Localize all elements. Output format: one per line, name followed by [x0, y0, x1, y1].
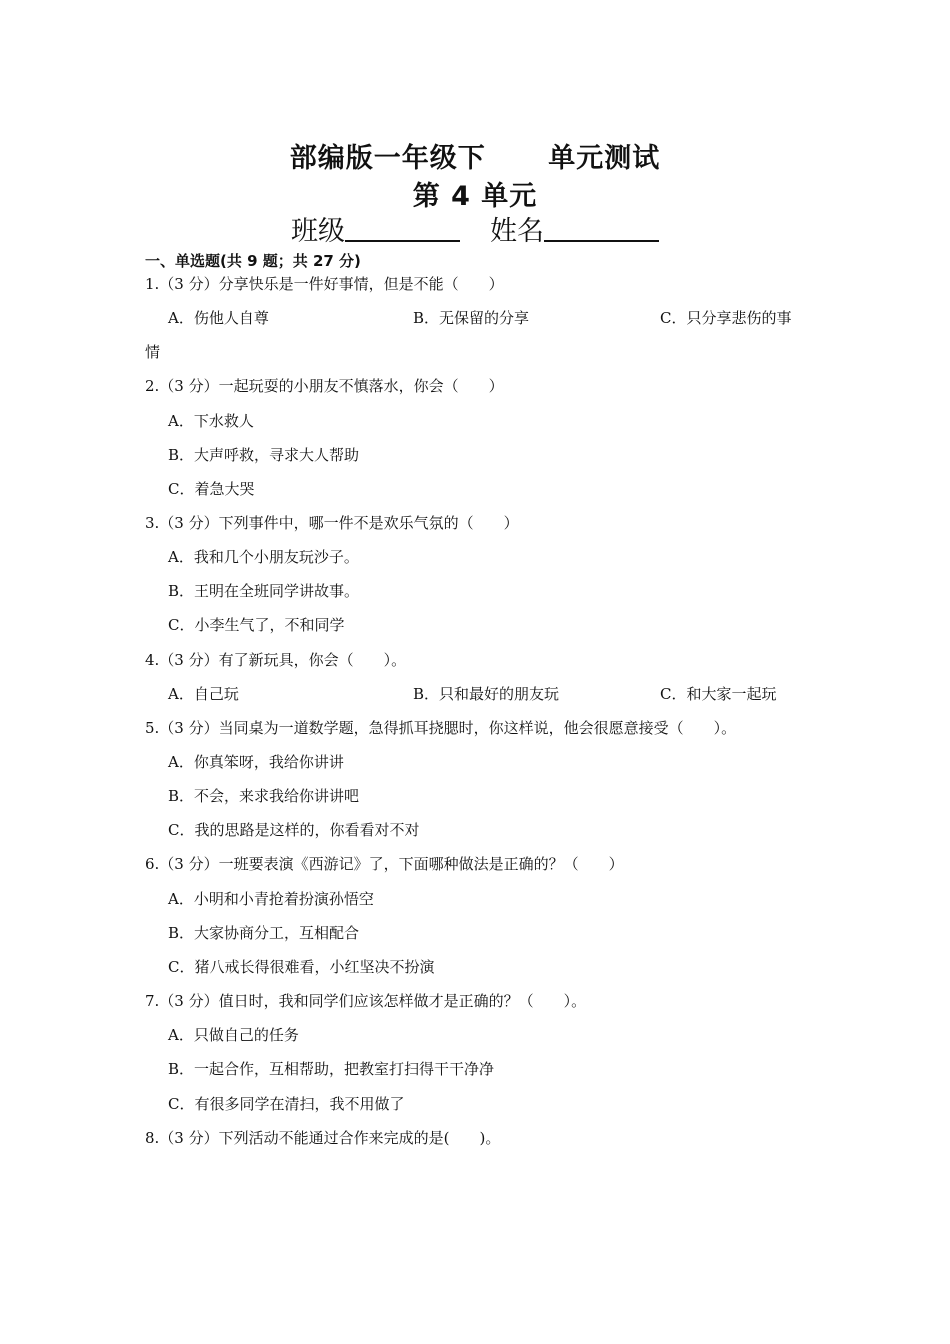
- question-stem: 3.（3 分）下列事件中，哪一件不是欢乐气氛的（ ）: [145, 514, 519, 532]
- question-option: B．大家协商分工，互相配合: [168, 924, 360, 942]
- question-option: A．只做自己的任务: [168, 1026, 299, 1044]
- class-blank: [345, 214, 460, 242]
- question-option: B．无保留的分享: [413, 309, 530, 327]
- question-stem: 5.（3 分）当同桌为一道数学题，急得抓耳挠腮时，你这样说，他会很愿意接受（ ）。: [145, 719, 737, 737]
- question-option: B．一起合作，互相帮助，把教室打扫得干干净净: [168, 1060, 495, 1078]
- question-option: A．下水救人: [168, 412, 254, 430]
- question-option: B．只和最好的朋友玩: [413, 685, 560, 703]
- name-label: 姓名: [490, 216, 544, 247]
- question-option: A．你真笨呀，我给你讲讲: [168, 753, 344, 771]
- section-heading: 一、单选题(共 9 题；共 27 分): [145, 252, 361, 270]
- name-blank: [544, 214, 659, 242]
- question-option: A．自己玩: [168, 685, 239, 703]
- question-option: C．猪八戒长得很难看，小红坚决不扮演: [168, 958, 435, 976]
- question-stem: 4.（3 分）有了新玩具，你会（ ）。: [145, 651, 407, 669]
- unit-title: 第 4 单元: [412, 181, 538, 212]
- question-option: C．和大家一起玩: [660, 685, 777, 703]
- question-option: B．不会，来求我给你讲讲吧: [168, 787, 360, 805]
- question-option: C．我的思路是这样的，你看看对不对: [168, 821, 420, 839]
- question-option: C．有很多同学在清扫，我不用做了: [168, 1095, 405, 1113]
- exam-title: 部编版一年级下 单元测试: [289, 143, 661, 174]
- question-stem: 1.（3 分）分享快乐是一件好事情，但是不能（ ）: [145, 275, 504, 293]
- question-stem: 8.（3 分）下列活动不能通过合作来完成的是( )。: [145, 1129, 501, 1147]
- student-info-line: [0, 209, 950, 248]
- question-stem: 2.（3 分）一起玩耍的小朋友不慎落水，你会（ ）: [145, 377, 504, 395]
- question-option: A．小明和小青抢着扮演孙悟空: [168, 890, 374, 908]
- question-option-wrap: 情: [145, 343, 161, 361]
- question-option: C．着急大哭: [168, 480, 255, 498]
- question-stem: 7.（3 分）值日时，我和同学们应该怎样做才是正确的？（ ）。: [145, 992, 587, 1010]
- question-stem: 6.（3 分）一班要表演《西游记》了，下面哪种做法是正确的？（ ）: [145, 855, 624, 873]
- question-option: B．王明在全班同学讲故事。: [168, 582, 360, 600]
- question-option: A．我和几个小朋友玩沙子。: [168, 548, 359, 566]
- class-label: 班级: [291, 216, 345, 247]
- question-option: C．只分享悲伤的事: [660, 309, 792, 327]
- question-option: A．伤他人自尊: [168, 309, 269, 327]
- question-option: C．小李生气了，不和同学: [168, 616, 345, 634]
- question-option: B．大声呼救，寻求大人帮助: [168, 446, 360, 464]
